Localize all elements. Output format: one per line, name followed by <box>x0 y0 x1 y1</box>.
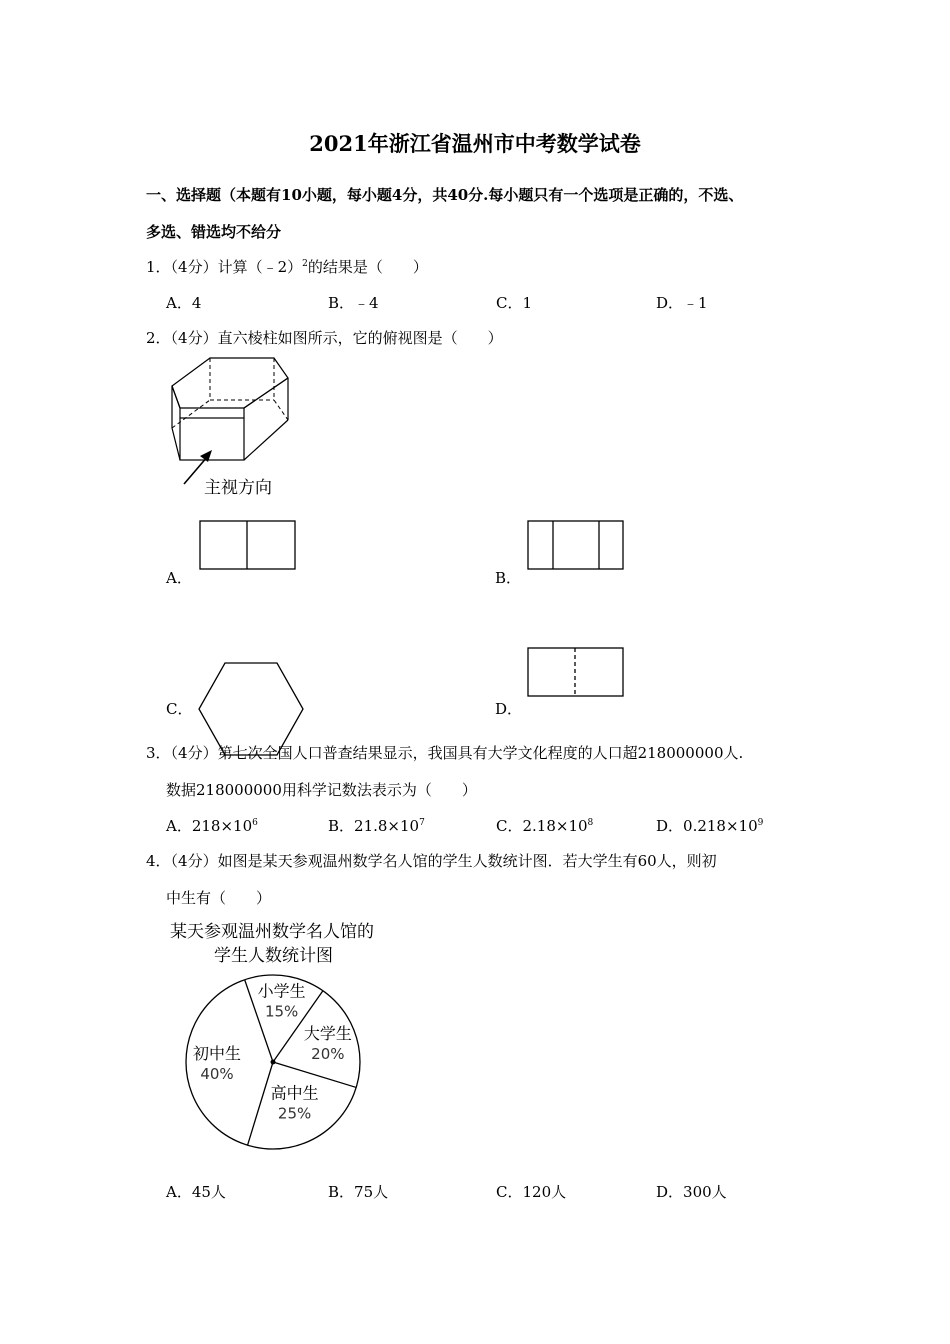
q3-option-d-exp: 9 <box>757 818 764 828</box>
pie-center-dot <box>271 1060 276 1065</box>
q4-option-d[interactable]: D．300人 <box>656 1183 727 1201</box>
pie-slice-percent-2: 25% <box>277 1104 312 1123</box>
q4-option-c[interactable]: C．120人 <box>496 1183 567 1201</box>
q3-option-c[interactable] <box>496 815 593 836</box>
q3-option-b[interactable] <box>328 815 425 836</box>
pie-slice-percent-3: 40% <box>200 1064 234 1083</box>
question-2-stem: 2．（4分）直六棱柱如图所示，它的俯视图是（ ） <box>146 329 503 347</box>
view-direction-label: 主视方向 <box>204 478 272 498</box>
question-4-line2: 中生有（ ） <box>166 889 272 907</box>
q3-option-a-base: A．218×10 <box>166 817 253 835</box>
section-heading-line1: 一、选择题（本题有10小题，每小题4分，共40分.每小题只有一个选项是正确的，不选、 <box>146 186 744 204</box>
q2-option-d[interactable]: D． <box>495 700 523 718</box>
q1-option-d[interactable]: D．﹣1 <box>656 294 708 312</box>
question-1-prefix: 1．（4分）计算（﹣2） <box>146 258 303 276</box>
pie-slice-boundary-3 <box>248 1062 273 1145</box>
pie-slice-percent-0: 15% <box>264 1002 299 1021</box>
pie-chart <box>160 916 400 1156</box>
question-4-line1: 4．（4分）如图是某天参观温州数学名人馆的学生人数统计图．若大学生有60人，则初 <box>146 852 717 870</box>
page-title: 2021年浙江省温州市中考数学试卷 <box>309 131 641 156</box>
prism-front-face <box>180 418 244 460</box>
question-1-exponent: 2 <box>302 259 308 269</box>
q1-option-a[interactable]: A．4 <box>166 294 202 312</box>
q1-option-b[interactable]: B．﹣4 <box>328 294 379 312</box>
question-3-line1: 3．（4分）第七次全国人口普查结果显示，我国具有大学文化程度的人口超218000000人. <box>146 744 744 762</box>
pie-slice-label-0: 小学生 <box>257 981 306 1001</box>
question-1-suffix: 的结果是（ ） <box>307 258 428 276</box>
question-3-line2: 数据218000000用科学记数法表示为（ ） <box>166 781 477 799</box>
pie-slice-label-1: 大学生 <box>303 1024 352 1044</box>
q2-option-a-figure <box>199 520 297 572</box>
q3-option-b-base: B．21.8×10 <box>328 817 420 835</box>
q2-option-a[interactable]: A． <box>166 569 192 587</box>
pie-slice-percent-1: 20% <box>311 1045 345 1064</box>
pie-slice-label-3: 初中生 <box>193 1043 242 1063</box>
q3-option-d[interactable] <box>656 815 763 836</box>
prism-top-face <box>172 358 288 408</box>
q2-option-d-figure <box>527 647 625 699</box>
pie-slice-label-2: 高中生 <box>270 1083 319 1103</box>
q3-option-c-exp: 8 <box>587 818 594 828</box>
q1-option-c[interactable]: C．1 <box>496 294 533 312</box>
q3-option-a-exp: 6 <box>252 818 258 828</box>
q3-option-b-exp: 7 <box>419 818 425 828</box>
q4-option-a[interactable]: A．45人 <box>166 1183 226 1201</box>
chart-title-line1: 某天参观温州数学名人馆的 <box>170 922 374 942</box>
q2-option-b-figure <box>527 520 625 572</box>
section-heading-line2: 多选、错选均不给分 <box>146 223 282 241</box>
q4-option-b[interactable]: B．75人 <box>328 1183 389 1201</box>
q3-option-d-base: D．0.218×10 <box>656 817 758 835</box>
question-1-stem <box>146 256 428 277</box>
q3-option-c-base: C．2.18×10 <box>496 817 588 835</box>
q3-option-a[interactable] <box>166 815 258 836</box>
q2-option-c[interactable]: C． <box>166 700 193 718</box>
q2-option-b[interactable]: B． <box>495 569 522 587</box>
pie-labels <box>193 982 352 1123</box>
chart-title-line2: 学生人数统计图 <box>214 946 333 966</box>
